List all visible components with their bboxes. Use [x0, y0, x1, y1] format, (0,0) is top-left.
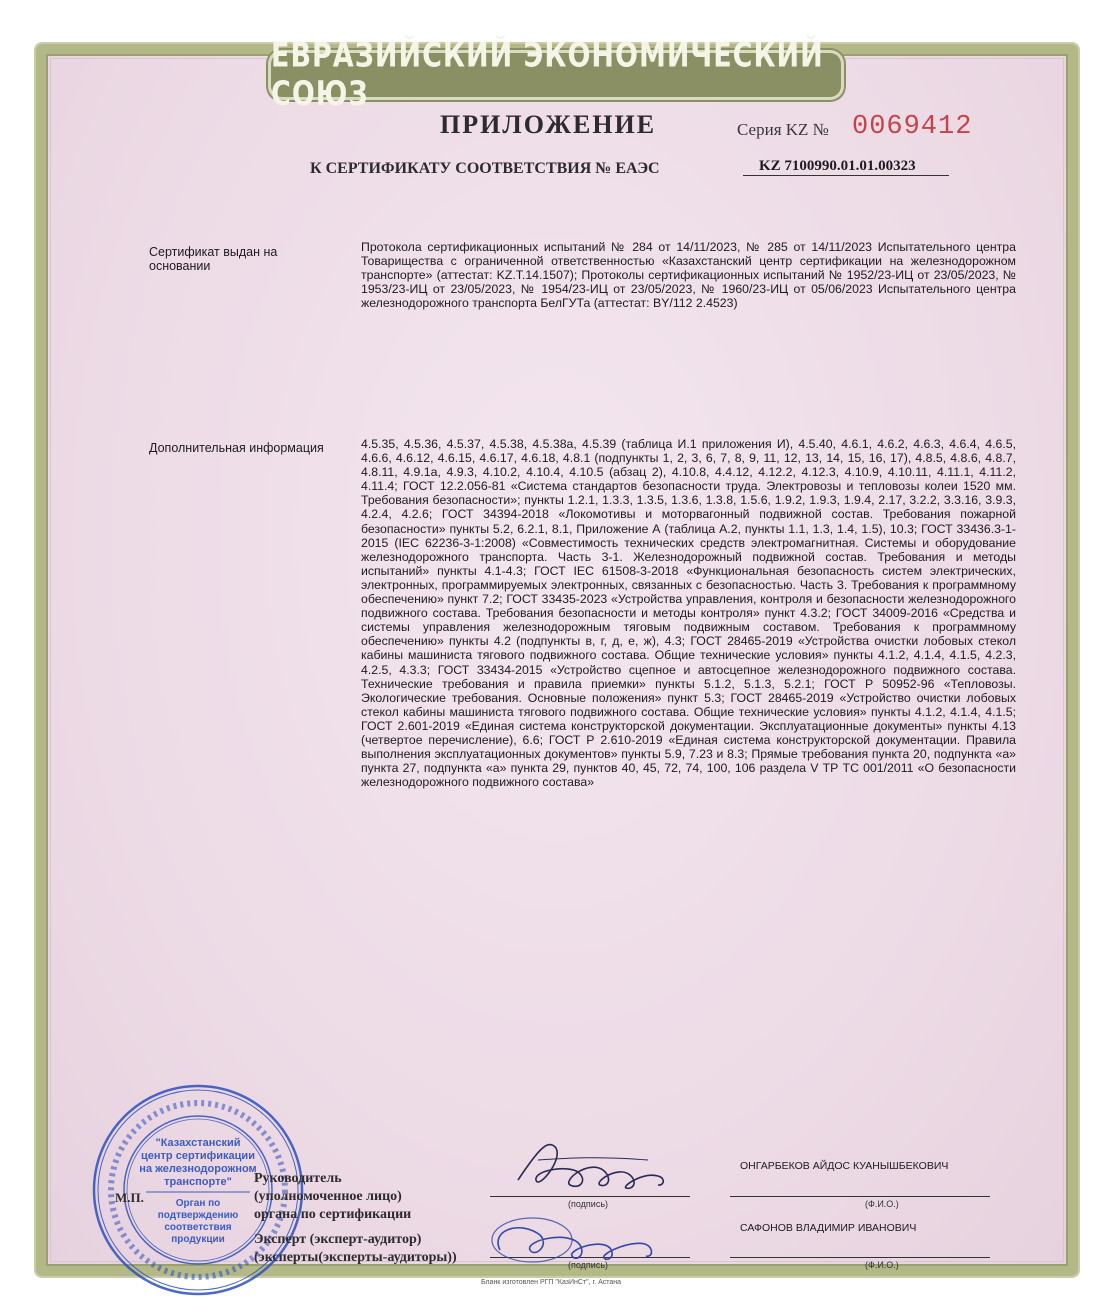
stamp-line-5: Орган по [175, 1198, 221, 1209]
title-row [0, 110, 1102, 146]
stamp-line-7: соответствия [164, 1222, 232, 1233]
basis-text: Протокола сертификационных испытаний № 284 от 14/11/2023, № 285 от 14/11/2023 Испытательного центра Товарищества с ограниченной ответственностью «Казахстанский центр сертификации на железнодорожном транспорте» (аттестат: KZ.T.14.1507); Протоколы сертификационных испытаний № 1952/23-ИЦ от 23/05/2023, № 1953/23-ИЦ от 23/05/2023, № 1954/23-ИЦ от 23/05/2023, № 1960/23-ИЦ от 05/06/2023 Испытательного центра железнодорожного транспорта БелГУТа (аттестат: BY/112 2.4523) [361, 240, 1016, 311]
head-signature-caption: (подпись) [568, 1199, 609, 1209]
expert-name: САФОНОВ ВЛАДИМИР ИВАНОВИЧ [740, 1222, 917, 1234]
stamp-line-3: на железнодорожном [139, 1163, 257, 1175]
union-title: ЕВРАЗИЙСКИЙ ЭКОНОМИЧЕСКИЙ СОЮЗ [271, 36, 824, 114]
serial-number: 0069412 [852, 112, 973, 142]
expert-signature-caption: (подпись) [568, 1260, 609, 1270]
stamp-line-8: продукции [171, 1234, 225, 1245]
document-title: ПРИЛОЖЕНИЕ [440, 110, 657, 139]
expert-signature [480, 1210, 680, 1270]
union-banner [268, 36, 844, 114]
certificate-number: KZ 7100990.01.01.00323 [743, 158, 949, 176]
stamp-line-2: центр сертификации [141, 1150, 255, 1162]
form-footer: Бланк изготовлен РГП "КазИнСт", г. Астана [480, 1279, 622, 1286]
head-name-caption: (Ф.И.О.) [865, 1199, 899, 1209]
head-label-1: Руководитель [254, 1171, 342, 1186]
expert-name-line [730, 1257, 990, 1258]
certificate-label: К СЕРТИФИКАТУ СООТВЕТСТВИЯ № ЕАЭС [310, 160, 660, 177]
seal-place-label: М.П. [115, 1190, 144, 1205]
additional-info-text: 4.5.35, 4.5.36, 4.5.37, 4.5.38, 4.5.38а, 4.5.39 (таблица И.1 приложения И), 4.5.40, 4.6.1, 4.6.2, 4.6.3, 4.6.4, 4.6.5, 4.6.6, 4.6.12, 4.6.15, 4.6.17, 4.6.18, 4.8.1 (подпункты 1, 2, 3, 6, 7, 8, 9, 11, 12, 13, 14, 15, 16, 17), 4.8.5, 4.8.6, 4.8.7, 4.8.11, 4.9.1а, 4.9.3, 4.10.2, 4.10.4, 4.10.5 (абзац 2), 4.10.8, 4.4.12, 4.12.2, 4.12.3, 4.10.9, 4.10.11, 4.11.1, 4.11.2, 4.11.4; ГОСТ 12.2.056-81 «Система стандартов безопасности труда. Электровозы и тепловозы колеи 1520 мм. Требования безопасности»; пункты 1.2.1, 1.3.3, 1.3.5, 1.3.6, 1.3.8, 1.5.6, 1.9.2, 1.9.3, 1.9.4, 2.17, 3.2.2, 3.3.16, 3.9.3, 4.2.4, 4.2.6; ГОСТ 34394-2018 «Локомотивы и моторвагонный подвижной состав. Требования пожарной безопасности» пункты 5.2, 6.2.1, 8.1, Приложение А (таблица А.2, пункты 1.1, 1.3, 1.4, 1.5), 10.3; ГОСТ 33436.3-1-2015 (IEC 62236-3-1:2008) «Совместимость технических средств электромагнитная. Системы и оборудование железнодорожного транспорта. Часть 3-1. Железнодорожный подвижной состав. Требования и методы испытаний» пункты 4.1-4.3; ГОСТ IEC 61508-3-2018 «Функциональная безопасность систем электрических, электронных, программируемых электронных, связанных с безопасностью. Часть 3. Требования к программному обеспечению» пункт 7.2; ГОСТ 33435-2023 «Устройства управления, контроля и безопасности железнодорожного подвижного состава. Требования безопасности и методы контроля» пункт 4.3.2; ГОСТ 34009-2016 «Средства и системы управления железнодорожным тяговым подвижным составом. Требования к программному обеспечению» пункты 4.2 (подпункты в, г, д, е, ж), 4.3; ГОСТ 28465-2019 «Устройства очистки лобовых стекол кабины машиниста тягового подвижного состава. Общие технические условия» пункты 4.1.2, 4.1.4, 4.1.5, 4.2.3, 4.2.5, 4.3.3; ГОСТ 33434-2015 «Устройство сцепное и автосцепное железнодорожного подвижного состава. Технические требования и правила приемки» пункты 5.1.2, 5.1.3, 5.2.1; ГОСТ Р 50952-96 «Тепловозы. Экологические требования. Основные положения» пункт 5.3; ГОСТ 28465-2019 «Устройство очистки лобовых стекол кабины машиниста тягового подвижного состава. Общие технические условия» пункты 4.1.2, 4.1.4, 4.1.5; ГОСТ 2.601-2019 «Единая система конструкторской документации. Эксплуатационные документы» пункты 4.13 (четвертое перечисление), 6.6; ГОСТ Р 2.610-2019 «Единая система конструкторской документации. Правила выполнения эксплуатационных документов» пункты 5.9, 7.23 и 8.3; Прямые требования пункта 20, подпункта «а» пункта 27, подпункта «а» пункта 29, пунктов 40, 45, 72, 74, 100, 106 раздела V ТР ТС 001/2011 «О безопасности железнодорожного подвижного состава» [361, 437, 1016, 790]
stamp-line-4: транспорте" [164, 1176, 232, 1188]
series-label: Серия KZ № [737, 120, 829, 139]
head-label-2: (уполномоченное лицо) [254, 1189, 402, 1204]
head-name: ОНГАРБЕКОВ АЙДОС КУАНЫШБЕКОВИЧ [740, 1160, 949, 1172]
stamp-line-6: подтверждению [157, 1210, 239, 1221]
expert-label-1: Эксперт (эксперт-аудитор) [254, 1232, 422, 1247]
additional-info-label: Дополнительная информация [149, 441, 324, 455]
head-label-3: органа по сертификации [254, 1207, 412, 1222]
head-name-line [730, 1196, 990, 1197]
basis-label: Сертификат выдан на основании [149, 245, 278, 273]
expert-label-2: (эксперты(эксперты-аудиторы)) [254, 1250, 457, 1265]
expert-name-caption: (Ф.И.О.) [865, 1260, 899, 1270]
head-signature [508, 1130, 678, 1200]
stamp-line-1: "Казахстанский [155, 1137, 241, 1149]
